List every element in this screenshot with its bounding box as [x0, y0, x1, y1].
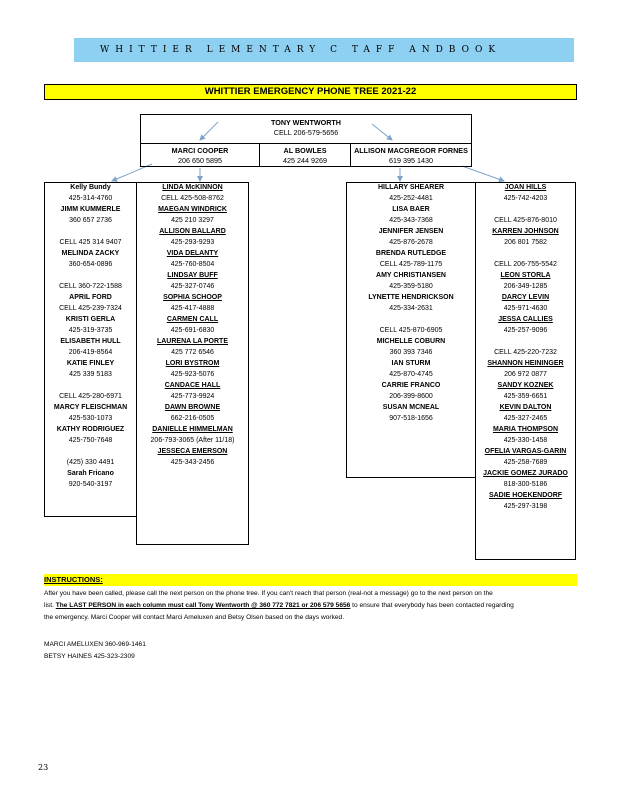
- contact-name: JESSA CALLIES: [498, 316, 553, 323]
- list-item: [347, 381, 475, 403]
- list-item: [45, 403, 136, 425]
- contact-name: JENNIFER JENSEN: [378, 228, 444, 235]
- contact-phone: 425 210 3297: [171, 217, 214, 224]
- list-item: [137, 227, 248, 249]
- contact-phone: CELL 425-789-1175: [379, 261, 443, 268]
- contact-phone: 206 801 7582: [504, 239, 547, 246]
- list-item: [476, 271, 575, 293]
- contact-name: MICHELLE COBURN: [376, 338, 446, 345]
- contact-phone: 206-419-8564: [68, 349, 113, 356]
- list-item: [347, 183, 475, 205]
- list-item: [476, 403, 575, 425]
- list-item: [347, 403, 475, 425]
- contact-phone: 425-742-4203: [503, 195, 548, 202]
- list-item: [137, 381, 248, 403]
- contact-name: BRENDA RUTLEDGE: [375, 250, 447, 257]
- contact-name: KATHY RODRIGUEZ: [56, 426, 125, 433]
- list-item: [347, 205, 475, 227]
- contact-phone: 425-343-7368: [389, 217, 433, 224]
- contact-name: DAWN BROWNE: [164, 404, 221, 411]
- contact-phone: 360 657 2736: [69, 217, 112, 224]
- contact-name: APRIL FORD: [69, 294, 112, 301]
- contact-name: HILLARY SHEARER: [377, 184, 445, 191]
- contact-phone: 425-971-4630: [503, 305, 548, 312]
- contact-name: SADIE HOEKENDORF: [488, 492, 563, 499]
- contact-name: ALLISON BALLARD: [159, 228, 226, 235]
- contact-name: MAEGAN WINDRICK: [158, 206, 227, 213]
- contact-phone: CELL 425-220-7232: [494, 349, 557, 356]
- instructions-last-person-note: The LAST PERSON in each column must call Tony Wentworth @ 360 772 7821 or 206 579 5656: [55, 602, 351, 609]
- contact-phone: 425-359-6651: [503, 393, 548, 400]
- second-row-al: [259, 143, 351, 167]
- second-name: MARCI COOPER: [171, 146, 229, 155]
- contact-phone: 425-330-1458: [503, 437, 548, 444]
- list-item: [347, 293, 475, 315]
- list-item: [137, 337, 248, 359]
- contact-name: [476, 249, 575, 260]
- contact-name: [45, 447, 136, 458]
- contact-phone: CELL 425 314 9407: [59, 239, 122, 246]
- contact-phone: 425-257-9096: [503, 327, 548, 334]
- contact-name: [45, 227, 136, 238]
- instructions-line-2-end: to ensure that everybody has been contacted regarding: [350, 602, 514, 609]
- contact-phone: 425-760-8504: [170, 261, 215, 268]
- contact-name: DANIELLE HIMMELMAN: [152, 426, 233, 433]
- contact-phone: 920-540-3197: [68, 481, 113, 488]
- contact-phone: 425-691-6830: [170, 327, 215, 334]
- contact-phone: 425-530-1073: [68, 415, 113, 422]
- list-item: [476, 249, 575, 271]
- contact-name: SHANNON HEININGER: [487, 360, 564, 367]
- list-item: [476, 227, 575, 249]
- list-item: [347, 227, 475, 249]
- list-item: [45, 183, 136, 205]
- list-item: [45, 249, 136, 271]
- contact-phone: 360 393 7346: [389, 349, 433, 356]
- contact-name: LAURENA LA PORTE: [156, 338, 229, 345]
- second-name: AL BOWLES: [283, 146, 327, 155]
- instructions-line-3: the emergency. Marci Cooper will contact Marci Ameluxen and Betsy Olsen based on the days worked.: [44, 614, 345, 621]
- contact-phone: 206 972 0877: [504, 371, 547, 378]
- instructions-text: [44, 588, 577, 624]
- top-name: TONY WENTWORTH: [270, 118, 341, 127]
- list-item: [476, 447, 575, 469]
- list-item: [137, 271, 248, 293]
- contact-name: SANDY KOZNEK: [497, 382, 554, 389]
- list-item: [45, 381, 136, 403]
- contact-name: OFELIA VARGAS-GARIN: [484, 448, 567, 455]
- list-item: [45, 425, 136, 447]
- contact-phone: CELL 206-755-5542: [494, 261, 557, 268]
- contact-name: KATIE FINLEY: [66, 360, 115, 367]
- list-item: [137, 359, 248, 381]
- contact-phone: CELL 425-239-7324: [59, 305, 122, 312]
- list-item: [476, 491, 575, 513]
- list-item: [45, 227, 136, 249]
- contact-phone: 206-399-8600: [389, 393, 433, 400]
- top-box: [140, 114, 472, 144]
- column-1: [44, 182, 137, 517]
- list-item: [476, 381, 575, 403]
- contact-name: [476, 205, 575, 216]
- contact-phone: 425-293-9293: [170, 239, 215, 246]
- contact-phone: 425-252-4481: [389, 195, 433, 202]
- second-phone: 425 244 9269: [283, 156, 327, 165]
- column-3: [346, 182, 476, 478]
- contact-phone: 360-654-0896: [68, 261, 113, 268]
- contact-phone: 425-327-0746: [170, 283, 215, 290]
- contact-name: JACKIE GOMEZ JURADO: [483, 470, 568, 477]
- list-item: [476, 337, 575, 359]
- contact-phone: 425-359-5180: [389, 283, 433, 290]
- contact-name: LORI BYSTROM: [165, 360, 220, 367]
- page-title: WHITTIER EMERGENCY PHONE TREE 2021-22: [44, 84, 577, 100]
- contact-name: IAN STURM: [391, 360, 431, 367]
- list-item: [137, 183, 248, 205]
- contact-phone: 425-417-4888: [170, 305, 215, 312]
- list-item: [347, 315, 475, 337]
- contact-phone: 425-343-2456: [170, 459, 215, 466]
- list-item: [476, 425, 575, 447]
- contact-phone: 662-216-0505: [170, 415, 215, 422]
- list-item: [347, 337, 475, 359]
- list-item: [137, 249, 248, 271]
- contact-name: SUSAN MCNEAL: [382, 404, 440, 411]
- list-item: [476, 359, 575, 381]
- second-phone: 619 395 1430: [389, 156, 433, 165]
- contact-phone: 206-349-1285: [503, 283, 548, 290]
- list-item: [347, 271, 475, 293]
- top-phone: CELL 206-579-5656: [273, 128, 339, 137]
- contact-phone: (425) 330 4491: [66, 459, 115, 466]
- second-phone: 206 650 5895: [178, 156, 222, 165]
- column-2: [136, 182, 249, 545]
- list-item: [45, 469, 136, 491]
- list-item: [137, 447, 248, 469]
- contact-phone: 818-300-5186: [503, 481, 548, 488]
- contact-phone: 425-923-5076: [170, 371, 215, 378]
- instructions-line-1: After you have been called, please call the next person on the phone tree. If you can't reach that person (real-not a message) go to the next person on the: [44, 590, 493, 597]
- list-item: [476, 293, 575, 315]
- list-item: [45, 337, 136, 359]
- contact-phone: CELL 425-508-8762: [161, 195, 224, 202]
- contact-name: [347, 315, 475, 326]
- contact-name: KEVIN DALTON: [499, 404, 552, 411]
- contact-name: KRISTI GERLA: [65, 316, 116, 323]
- contact-phone: CELL 425-870-6905: [379, 327, 443, 334]
- contact-phone: 425-327-2465: [503, 415, 548, 422]
- instructions-line-2-start: list.: [44, 602, 56, 609]
- contact-name: Kelly Bundy: [70, 184, 111, 191]
- contact-name: JESSECA EMERSON: [157, 448, 228, 455]
- list-item: [137, 425, 248, 447]
- list-item: [137, 293, 248, 315]
- contact-phone: 425-258-7689: [503, 459, 548, 466]
- list-item: [45, 359, 136, 381]
- contact-betsy-haines: BETSY HAINES 425-323-2309: [44, 653, 135, 660]
- contact-name: LINDA McKINNON: [162, 184, 223, 191]
- contact-marci-ameluxen: MARCI AMELUXEN 360-969-1461: [44, 641, 146, 648]
- contact-name: AMY CHRISTIANSEN: [376, 272, 446, 279]
- contact-name: Sarah Fricano: [67, 470, 114, 477]
- contact-phone: 425-334-2631: [389, 305, 433, 312]
- contact-name: MARCY FLEISCHMAN: [53, 404, 128, 411]
- contact-name: CANDACE HALL: [164, 382, 221, 389]
- contact-name: VIDA DELANTY: [166, 250, 219, 257]
- contact-name: DARCY LEVIN: [501, 294, 550, 301]
- contact-name: SOPHIA SCHOOP: [163, 294, 222, 301]
- instructions-line-2: [44, 600, 577, 612]
- list-item: [45, 293, 136, 315]
- contact-phone: CELL 425-280-6971: [59, 393, 122, 400]
- contact-name: LINDSAY BUFF: [167, 272, 218, 279]
- contact-name: KARREN JOHNSON: [492, 228, 559, 235]
- arrow-to-col4: [462, 166, 504, 181]
- contact-phone: 425 772 6546: [171, 349, 214, 356]
- second-name: ALLISON MACGREGOR FORNES: [354, 146, 468, 155]
- contact-phone: 425-876-2678: [389, 239, 433, 246]
- contact-name: MELINDA ZACKY: [61, 250, 120, 257]
- contact-phone: 425-870-4745: [389, 371, 433, 378]
- contact-phone: 425-319-3735: [68, 327, 113, 334]
- list-item: [137, 315, 248, 337]
- contact-phone: 425-773-9924: [170, 393, 215, 400]
- list-item: [45, 447, 136, 469]
- contact-phone: CELL 425-876-8010: [494, 217, 557, 224]
- list-item: [476, 183, 575, 205]
- second-row-allison: [350, 143, 472, 167]
- page-number: 23: [38, 763, 49, 772]
- contact-name: CARMEN CALL: [166, 316, 219, 323]
- contact-name: MARIA THOMPSON: [492, 426, 559, 433]
- list-item: [137, 403, 248, 425]
- contact-phone: 425 339 5183: [69, 371, 112, 378]
- list-item: [476, 205, 575, 227]
- list-item: [45, 271, 136, 293]
- contact-name: JIMM KUMMERLE: [60, 206, 121, 213]
- list-item: [476, 469, 575, 491]
- contact-name: ELISABETH HULL: [60, 338, 121, 345]
- contact-name: LEON STORLA: [500, 272, 551, 279]
- column-4: [475, 182, 576, 560]
- contact-name: CARRIE FRANCO: [381, 382, 441, 389]
- contact-phone: 425-297-3198: [503, 503, 548, 510]
- contact-phone: 907-518-1656: [389, 415, 433, 422]
- handbook-banner: WHITTIER LEMENTARY C TAFF ANDBOOK: [74, 38, 574, 62]
- contact-phone: 206-793-3065 (After 11/18): [150, 437, 235, 444]
- contact-phone: CELL 360-722-1588: [59, 283, 122, 290]
- contact-name: JOAN HILLS: [504, 184, 547, 191]
- second-row-marci: [140, 143, 260, 167]
- contact-name: [476, 337, 575, 348]
- contact-name: LISA BAER: [392, 206, 430, 213]
- list-item: [45, 205, 136, 227]
- list-item: [45, 315, 136, 337]
- contact-phone: 425-750-7648: [68, 437, 113, 444]
- instructions-heading: INSTRUCTIONS:: [44, 574, 577, 586]
- list-item: [476, 315, 575, 337]
- list-item: [137, 205, 248, 227]
- list-item: [347, 249, 475, 271]
- contact-name: [45, 271, 136, 282]
- contact-phone: 425-314-4760: [68, 195, 113, 202]
- contact-name: [45, 381, 136, 392]
- contact-name: LYNETTE HENDRICKSON: [368, 294, 454, 301]
- list-item: [347, 359, 475, 381]
